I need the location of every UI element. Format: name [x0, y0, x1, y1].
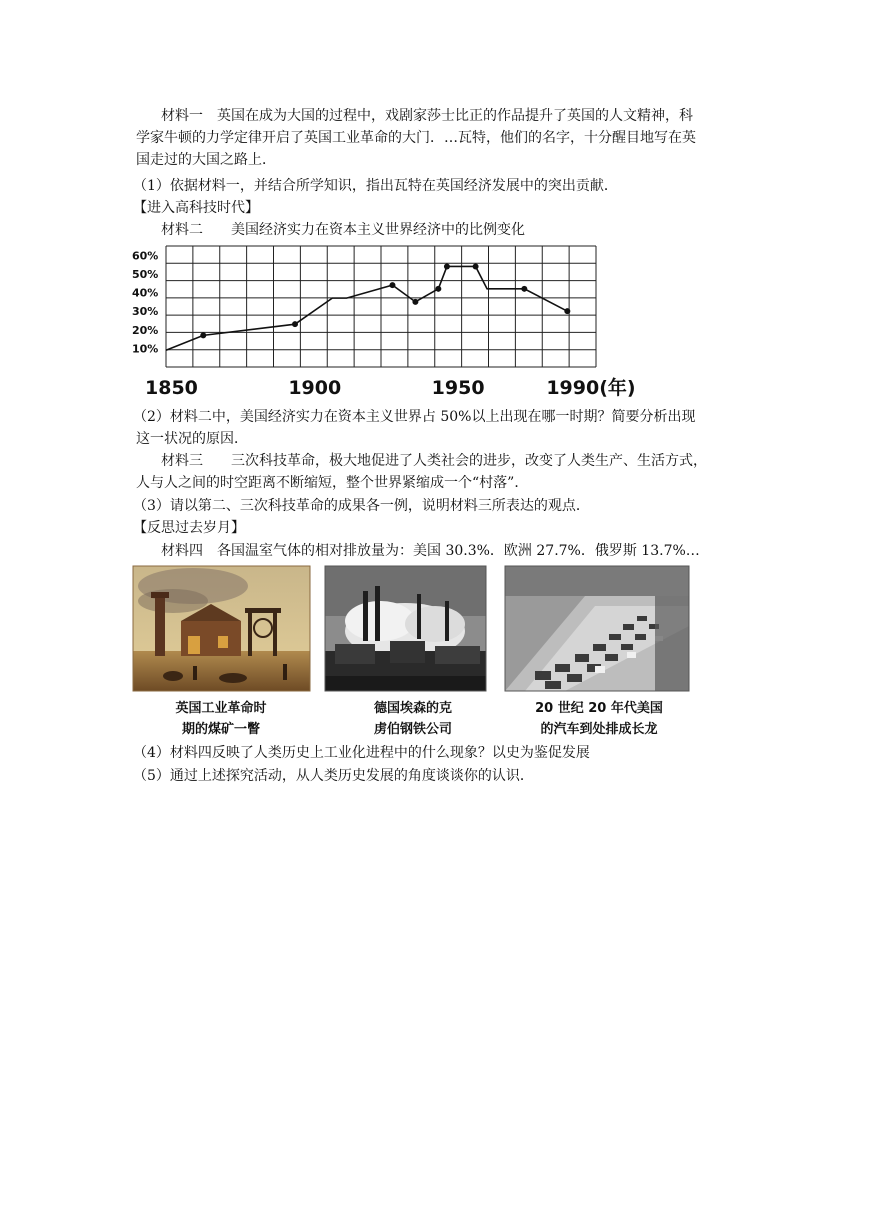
photo2-caption	[338, 698, 488, 740]
photo3-caption-line2: 的汽车到处排成长龙	[540, 722, 658, 737]
photo3-caption	[514, 698, 684, 740]
data-point	[473, 263, 479, 269]
coal-mine-photo	[133, 566, 310, 691]
material3-line1: 材料三 三次科技革命，极大地促进了人类社会的进步，改变了人类生产、生活方式，	[161, 453, 707, 469]
chart-svg	[132, 238, 636, 404]
traffic-jam-photo	[505, 566, 689, 691]
data-point	[435, 286, 441, 292]
material1-line1: 材料一 英国在成为大国的过程中，戏剧家莎士比正的作品提升了英国的人文精神，科	[161, 108, 693, 124]
material2-title: 材料二 美国经济实力在资本主义世界经济中的比例变化	[161, 222, 525, 238]
material1-line2: 学家牛顿的力学定律开启了英国工业革命的大门．…瓦特，他们的名字，十分醒目地写在英	[136, 130, 696, 146]
traffic-illustration	[505, 566, 689, 691]
y-tick-label: 10%	[132, 342, 159, 356]
question-4: （4）材料四反映了人类历史上工业化进程中的什么现象？以史为鉴促发展	[133, 745, 590, 761]
x-tick-label: 1900	[288, 377, 342, 399]
y-tick-label: 50%	[132, 267, 159, 281]
y-tick-label: 30%	[132, 305, 159, 319]
photo1-caption-line2: 期的煤矿一瞥	[181, 722, 260, 737]
photo1-caption-line1: 英国工业革命时	[175, 701, 267, 716]
photo3-caption-line1: 20 世纪 20 年代美国	[535, 701, 663, 716]
y-tick-label: 40%	[132, 286, 159, 300]
data-point	[521, 286, 527, 292]
question-3: （3）请以第二、三次科技革命的成果各一例，说明材料三所表达的观点．	[133, 498, 590, 514]
material4: 材料四 各国温室气体的相对排放量为：美国 30.3%．欧洲 27.7%．俄罗斯 13.7%…	[161, 543, 700, 559]
data-point	[412, 299, 418, 305]
x-tick-label: 1850	[145, 377, 198, 399]
material3-line2: 人与人之间的时空距离不断缩短，整个世界紧缩成一个“村落”．	[136, 475, 529, 491]
material1-line3: 国走过的大国之路上．	[136, 152, 276, 168]
question-5: （5）通过上述探究活动，从人类历史发展的角度谈谈你的认识．	[133, 768, 534, 784]
data-point	[200, 332, 206, 338]
coal-mine-illustration	[133, 566, 310, 691]
data-point	[292, 321, 298, 327]
question-2-line2: 这一状况的原因．	[136, 431, 248, 447]
steel-works-illustration	[325, 566, 486, 691]
x-tick-label: 1990(年)	[546, 377, 636, 399]
y-tick-label: 20%	[132, 323, 159, 337]
photo2-caption-line2: 虏伯钢铁公司	[373, 722, 452, 737]
photo2-caption-line1: 德国埃森的克	[373, 701, 452, 716]
us-economy-share-chart	[132, 238, 636, 404]
photo1-caption	[146, 698, 296, 740]
y-tick-label: 60%	[132, 249, 159, 263]
data-point	[444, 263, 450, 269]
krupp-steel-photo	[325, 566, 486, 691]
data-point	[389, 282, 395, 288]
data-point	[564, 308, 570, 314]
x-tick-label: 1950	[431, 377, 485, 399]
question-1: （1）依据材料一，并结合所学知识，指出瓦特在英国经济发展中的突出贡献．	[133, 178, 618, 194]
section-heading-reflection: 【反思过去岁月】	[133, 520, 245, 536]
series-line	[166, 266, 567, 350]
section-heading-high-tech: 【进入高科技时代】	[133, 200, 259, 216]
question-2-line1: （2）材料二中，美国经济实力在资本主义世界占 50%以上出现在哪一时期？简要分析出现	[133, 409, 696, 425]
